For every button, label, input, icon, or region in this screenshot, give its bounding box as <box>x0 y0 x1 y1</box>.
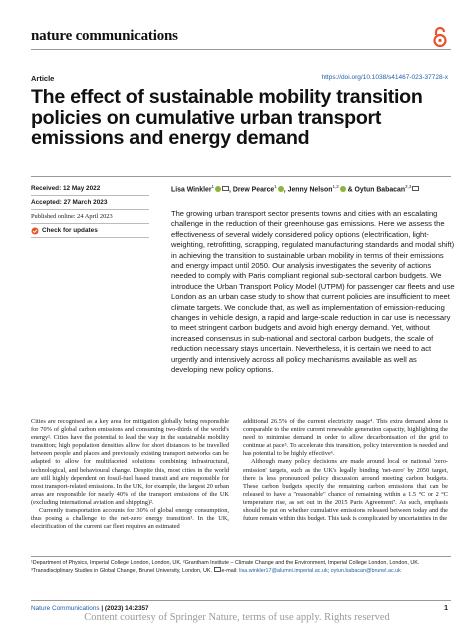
email-icon[interactable] <box>222 186 229 191</box>
courtesy-watermark: Content courtesy of Springer Nature, terms of use apply. Rights reserved <box>84 612 390 623</box>
doi-link[interactable]: https://doi.org/10.1038/s41467-023-37728-x <box>321 74 448 81</box>
body-column-right <box>243 418 448 523</box>
body-paragraph: additional 26.5% of the current electricity usage⁴. This extra demand alone is comparable to the entire current renewable generation capacity, highlighting the need to minimise demand in order to allow decarbonisation of the grid to continue at pace⁵. To accelerate this transition, policy intervention is needed and has potential to be highly effective⁶. <box>243 418 448 458</box>
published-date: Published online: 24 April 2023 <box>31 210 149 224</box>
author-list: Lisa Winkler$^1$ , Drew Pearce$^1$ , Jenny Nelson$^{1,2}$ & Oytun Babacan$^{2,3}$ <box>171 182 456 195</box>
footer-rule <box>31 600 451 601</box>
dates-box <box>31 182 149 238</box>
article-type: Article <box>31 74 55 83</box>
article-title: The effect of sustainable mobility transition policies on cumulative urban transport emissions and energy demand <box>31 86 423 149</box>
email-icon[interactable] <box>412 186 419 191</box>
received-date: Received: 12 May 2022 <box>31 182 149 196</box>
footnote-rule <box>31 556 451 557</box>
journal-name: nature communications <box>31 28 178 44</box>
header-rule <box>31 49 451 50</box>
orcid-icon[interactable] <box>215 186 221 192</box>
body-paragraph: Although many policy decisions are made around local or national 'zero-emission' targets, such as the UK's legally binding 'net-zero' by 2050 target, there is less pronounced policy discussion around meeting carbon budgets. These carbon budgets specify the remaining carbon emissions that can be released to have a "reasonable" chance of remaining within a 1.5 °C or 2 °C temperature rise, as set out in the 2015 Paris Agreement⁷. As such, emphasis should be put on whether cumulative emissions released between today and the future remain within this budget. This task is complicated by uncertainties in the <box>243 458 448 523</box>
accepted-date: Accepted: 27 March 2023 <box>31 196 149 210</box>
body-column-left <box>31 418 229 531</box>
author-1[interactable]: Lisa Winkler <box>171 186 212 194</box>
title-rule <box>31 176 451 177</box>
open-access-icon <box>432 26 448 48</box>
page-number: 1 <box>444 605 448 612</box>
affiliations-footnote: ¹Department of Physics, Imperial College London, London, UK. ²Grantham Institute – Climate Change and the Environment, Imperial College London, London, UK. ³Transdisciplinary Studies in Global Change, Brunel University, London, UK. e-mail: lisa.winkler17@alumni.imperial.ac.uk; oytun.babacan@brunel.ac.uk <box>31 560 420 575</box>
check-updates-button[interactable]: Check for updates <box>31 224 149 238</box>
email-link[interactable]: lisa.winkler17@alumni.imperial.ac.uk <box>239 568 328 575</box>
email-link[interactable]: oytun.babacan@brunel.ac.uk <box>330 568 401 575</box>
author-4[interactable]: Oytun Babacan <box>354 186 406 194</box>
author-2[interactable]: Drew Pearce <box>232 186 275 194</box>
body-paragraph: Cities are recognised as a key area for mitigation globally being responsible for 70% of global carbon emissions and consuming two-thirds of the world's energy¹. Cities have the potential to lead the way in the sustainable mobility transition; high population densities allow for short distances to be travelled between people and places and previously existing transport networks can be adapted to allow for multifaceted solutions combining infrastructural, technological, and behavioural change. Despite this, most cities in the world are still highly dependent on fossil-fuel based transit and are responsible for most transport-related emissions. In the UK, for example, the largest 20 urban areas are responsible for nearly 40% of the transport emissions of the UK (excluding international aviation and shipping)². <box>31 418 229 506</box>
check-for-updates-icon <box>31 227 39 235</box>
footer-citation: Nature Communications | (2023) 14:2357 <box>31 605 149 612</box>
abstract: The growing urban transport sector presents towns and cities with an escalating challenge in the reduction of their greenhouse gas emissions. Here we assess the effectiveness of several widely considered policy options (electrification, light-weighting, retrofitting, scrapping, regulated manufacturing standards and modal shift) in achieving the transition to sustainable urban mobility in terms of their emissions and energy impact until 2050. Our analysis investigates the severity of actions needed to comply with Paris compliant regional sub-sectoral carbon budgets. We introduce the Urban Transport Policy Model (UTPM) for passenger car fleets and use London as an urban case study to show that current policies are insufficient to meet climate targets. We conclude that, as well as implementation of emission-reducing changes in vehicle design, a rapid and large-scale reduction in car use is necessary to meet stringent carbon budgets and avoid high energy demand. Yet, without increased consensus in sub-national and sectoral carbon budgets, the scale of reduction necessary stays uncertain. Nevertheless, it is certain we need to act urgently and intensively across all policy mechanisms available as well as developing new policy options. <box>171 209 455 375</box>
author-3[interactable]: Jenny Nelson <box>287 186 333 194</box>
body-paragraph: Currently transportation accounts for 30% of global energy consumption, thus posing a challenge to the net-zero energy transition³. In the UK, electrification of the current car fleet requires an estimated <box>31 507 229 531</box>
